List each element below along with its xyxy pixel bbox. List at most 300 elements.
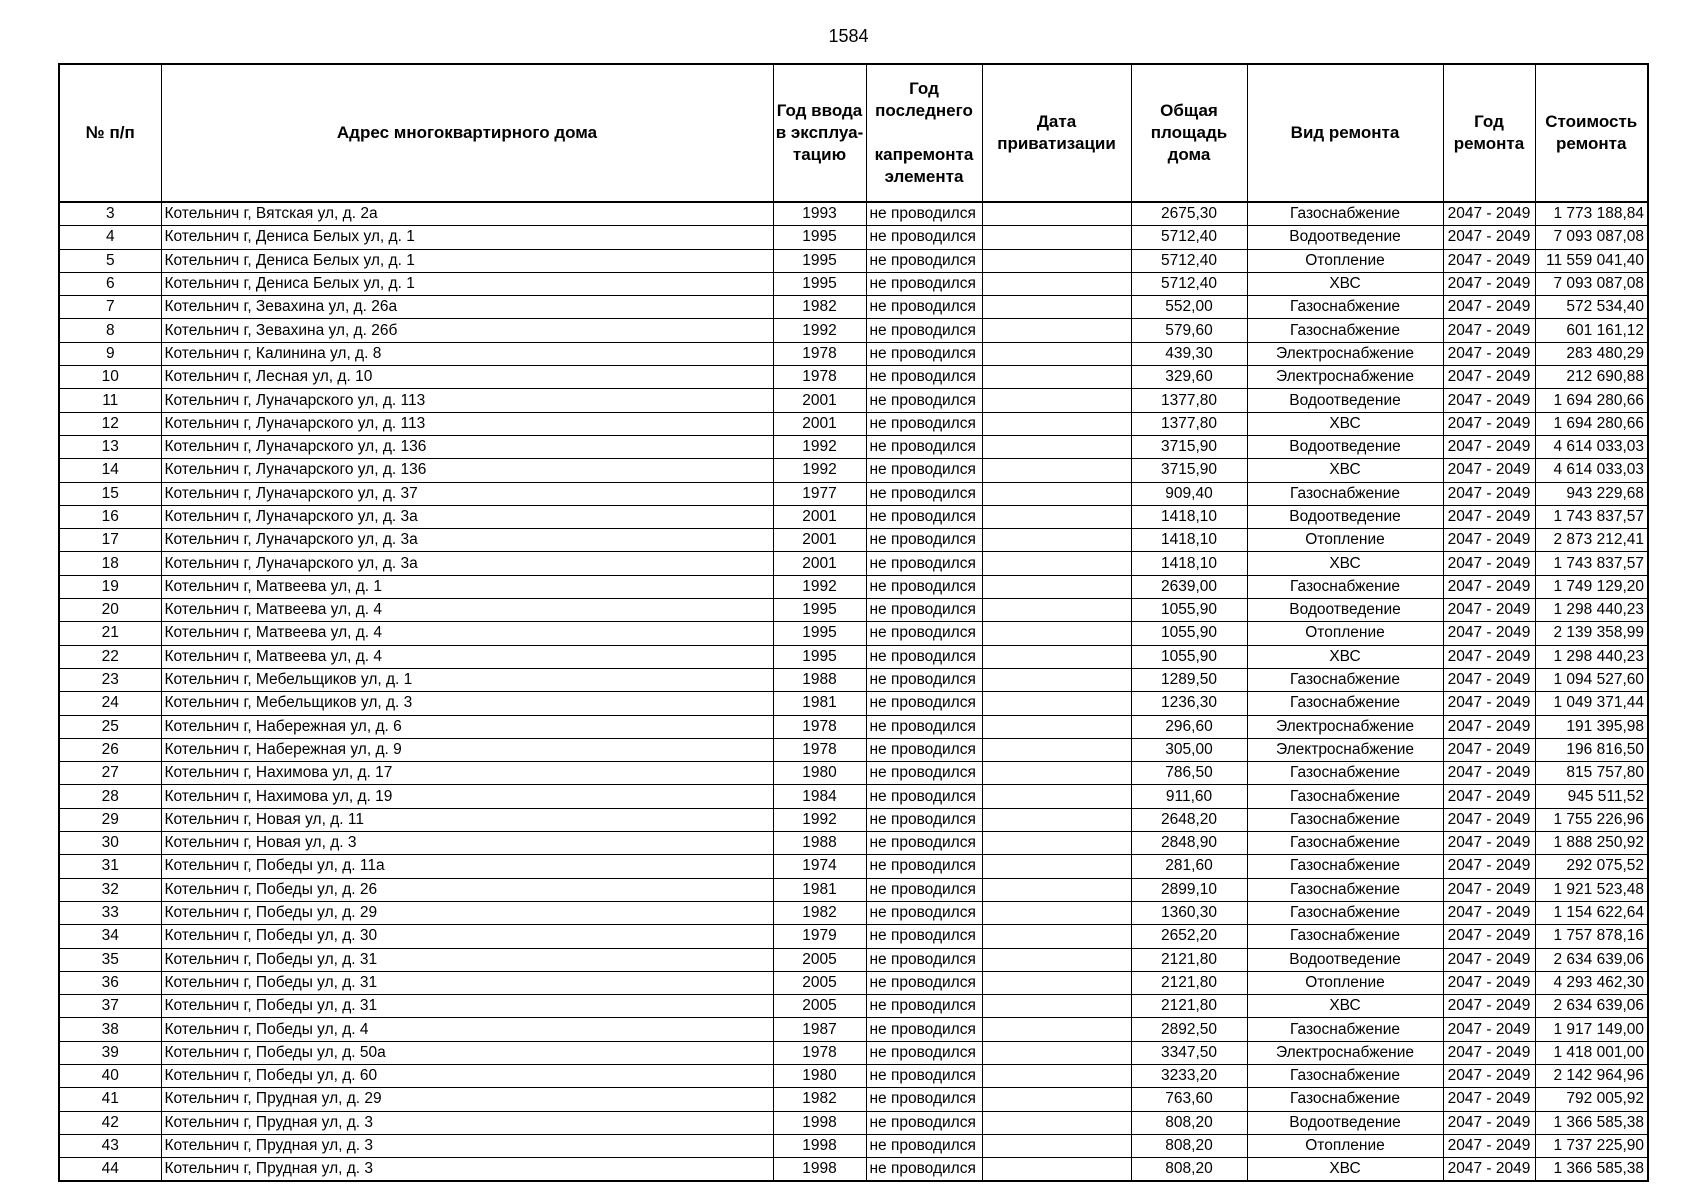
table-row — [59, 785, 1648, 808]
cell-area: 1418,10 — [1131, 552, 1247, 575]
table-row — [59, 645, 1648, 668]
cell-repair-type: Водоотведение — [1247, 948, 1443, 971]
cell-area: 909,40 — [1131, 482, 1247, 505]
cell-cost: 7 093 087,08 — [1535, 226, 1648, 249]
table-row — [59, 1111, 1648, 1134]
cell-area: 2848,90 — [1131, 832, 1247, 855]
cell-privatization-date — [982, 622, 1131, 645]
cell-privatization-date — [982, 412, 1131, 435]
cell-num: 40 — [59, 1064, 161, 1087]
cell-cost: 1 921 523,48 — [1535, 878, 1648, 901]
cell-repair-type: Отопление — [1247, 622, 1443, 645]
cell-year-commission: 1977 — [773, 482, 866, 505]
cell-cost: 1 298 440,23 — [1535, 645, 1648, 668]
cell-area: 579,60 — [1131, 319, 1247, 342]
table-row — [59, 925, 1648, 948]
cell-area: 2899,10 — [1131, 878, 1247, 901]
table-row — [59, 901, 1648, 924]
cell-address: Котельнич г, Новая ул, д. 3 — [161, 832, 773, 855]
cell-repair-year: 2047 - 2049 — [1443, 226, 1535, 249]
cell-repair-year: 2047 - 2049 — [1443, 1088, 1535, 1111]
cell-repair-type: Газоснабжение — [1247, 925, 1443, 948]
cell-last-repair: не проводился — [866, 1064, 982, 1087]
cell-address: Котельнич г, Набережная ул, д. 6 — [161, 715, 773, 738]
cell-area: 2648,20 — [1131, 808, 1247, 831]
cell-year-commission: 1981 — [773, 878, 866, 901]
cell-repair-year: 2047 - 2049 — [1443, 412, 1535, 435]
cell-cost: 815 757,80 — [1535, 762, 1648, 785]
cell-year-commission: 2001 — [773, 505, 866, 528]
cell-repair-year: 2047 - 2049 — [1443, 762, 1535, 785]
cell-repair-year: 2047 - 2049 — [1443, 202, 1535, 226]
cell-privatization-date — [982, 226, 1131, 249]
cell-last-repair: не проводился — [866, 808, 982, 831]
table-row — [59, 1018, 1648, 1041]
cell-num: 35 — [59, 948, 161, 971]
cell-num: 4 — [59, 226, 161, 249]
cell-area: 2892,50 — [1131, 1018, 1247, 1041]
cell-repair-year: 2047 - 2049 — [1443, 668, 1535, 691]
cell-num: 34 — [59, 925, 161, 948]
cell-area: 3715,90 — [1131, 435, 1247, 458]
table-row — [59, 202, 1648, 226]
table-row — [59, 249, 1648, 272]
table-row — [59, 855, 1648, 878]
cell-area: 808,20 — [1131, 1158, 1247, 1182]
cell-year-commission: 1995 — [773, 226, 866, 249]
cell-privatization-date — [982, 599, 1131, 622]
cell-num: 28 — [59, 785, 161, 808]
cell-num: 31 — [59, 855, 161, 878]
cell-repair-type: Электроснабжение — [1247, 342, 1443, 365]
header-cost: Стоимость ремонта — [1535, 64, 1648, 202]
cell-year-commission: 1978 — [773, 342, 866, 365]
table-row — [59, 995, 1648, 1018]
cell-cost: 1 757 878,16 — [1535, 925, 1648, 948]
cell-address: Котельнич г, Зевахина ул, д. 26б — [161, 319, 773, 342]
cell-address: Котельнич г, Мебельщиков ул, д. 3 — [161, 692, 773, 715]
cell-year-commission: 1998 — [773, 1111, 866, 1134]
cell-repair-year: 2047 - 2049 — [1443, 366, 1535, 389]
cell-year-commission: 2001 — [773, 529, 866, 552]
cell-address: Котельнич г, Луначарского ул, д. 3а — [161, 552, 773, 575]
cell-num: 44 — [59, 1158, 161, 1182]
cell-privatization-date — [982, 901, 1131, 924]
cell-repair-year: 2047 - 2049 — [1443, 1134, 1535, 1157]
cell-num: 20 — [59, 599, 161, 622]
cell-num: 21 — [59, 622, 161, 645]
cell-repair-type: ХВС — [1247, 459, 1443, 482]
cell-year-commission: 1992 — [773, 575, 866, 598]
cell-last-repair: не проводился — [866, 435, 982, 458]
table-row — [59, 1041, 1648, 1064]
cell-year-commission: 1995 — [773, 599, 866, 622]
cell-address: Котельнич г, Лесная ул, д. 10 — [161, 366, 773, 389]
cell-repair-year: 2047 - 2049 — [1443, 389, 1535, 412]
cell-area: 763,60 — [1131, 1088, 1247, 1111]
cell-num: 13 — [59, 435, 161, 458]
cell-num: 38 — [59, 1018, 161, 1041]
cell-cost: 1 743 837,57 — [1535, 552, 1648, 575]
cell-repair-type: Газоснабжение — [1247, 832, 1443, 855]
cell-repair-type: ХВС — [1247, 272, 1443, 295]
cell-repair-type: ХВС — [1247, 412, 1443, 435]
cell-repair-year: 2047 - 2049 — [1443, 832, 1535, 855]
cell-repair-year: 2047 - 2049 — [1443, 1064, 1535, 1087]
cell-cost: 191 395,98 — [1535, 715, 1648, 738]
cell-repair-type: Газоснабжение — [1247, 482, 1443, 505]
cell-year-commission: 2001 — [773, 389, 866, 412]
cell-last-repair: не проводился — [866, 505, 982, 528]
cell-repair-year: 2047 - 2049 — [1443, 901, 1535, 924]
cell-num: 33 — [59, 901, 161, 924]
cell-last-repair: не проводился — [866, 1041, 982, 1064]
header-area: Общая площадь дома — [1131, 64, 1247, 202]
cell-repair-type: Газоснабжение — [1247, 808, 1443, 831]
cell-num: 32 — [59, 878, 161, 901]
cell-last-repair: не проводился — [866, 482, 982, 505]
cell-last-repair: не проводился — [866, 925, 982, 948]
cell-repair-year: 2047 - 2049 — [1443, 296, 1535, 319]
cell-area: 1360,30 — [1131, 901, 1247, 924]
cell-repair-year: 2047 - 2049 — [1443, 482, 1535, 505]
cell-repair-type: Электроснабжение — [1247, 366, 1443, 389]
cell-repair-type: Отопление — [1247, 971, 1443, 994]
cell-privatization-date — [982, 715, 1131, 738]
cell-cost: 1 773 188,84 — [1535, 202, 1648, 226]
cell-repair-year: 2047 - 2049 — [1443, 645, 1535, 668]
cell-year-commission: 1978 — [773, 738, 866, 761]
table-row — [59, 1064, 1648, 1087]
table-row — [59, 296, 1648, 319]
cell-area: 1289,50 — [1131, 668, 1247, 691]
cell-cost: 283 480,29 — [1535, 342, 1648, 365]
cell-address: Котельнич г, Дениса Белых ул, д. 1 — [161, 272, 773, 295]
cell-repair-type: Электроснабжение — [1247, 715, 1443, 738]
cell-last-repair: не проводился — [866, 599, 982, 622]
cell-area: 1055,90 — [1131, 645, 1247, 668]
cell-area: 808,20 — [1131, 1134, 1247, 1157]
cell-repair-year: 2047 - 2049 — [1443, 808, 1535, 831]
cell-num: 26 — [59, 738, 161, 761]
cell-address: Котельнич г, Победы ул, д. 30 — [161, 925, 773, 948]
cell-address: Котельнич г, Луначарского ул, д. 136 — [161, 435, 773, 458]
cell-repair-year: 2047 - 2049 — [1443, 1158, 1535, 1182]
cell-year-commission: 1998 — [773, 1158, 866, 1182]
cell-last-repair: не проводился — [866, 1158, 982, 1182]
cell-last-repair: не проводился — [866, 785, 982, 808]
cell-address: Котельнич г, Победы ул, д. 50а — [161, 1041, 773, 1064]
cell-area: 1377,80 — [1131, 412, 1247, 435]
cell-privatization-date — [982, 645, 1131, 668]
cell-year-commission: 2005 — [773, 995, 866, 1018]
cell-last-repair: не проводился — [866, 692, 982, 715]
cell-privatization-date — [982, 1018, 1131, 1041]
table-row — [59, 389, 1648, 412]
cell-year-commission: 2005 — [773, 971, 866, 994]
table-row — [59, 342, 1648, 365]
cell-address: Котельнич г, Нахимова ул, д. 19 — [161, 785, 773, 808]
cell-last-repair: не проводился — [866, 971, 982, 994]
cell-cost: 4 614 033,03 — [1535, 435, 1648, 458]
cell-cost: 4 293 462,30 — [1535, 971, 1648, 994]
cell-area: 1055,90 — [1131, 622, 1247, 645]
cell-num: 15 — [59, 482, 161, 505]
cell-num: 14 — [59, 459, 161, 482]
cell-last-repair: не проводился — [866, 715, 982, 738]
table-row — [59, 272, 1648, 295]
cell-area: 2121,80 — [1131, 948, 1247, 971]
cell-area: 2639,00 — [1131, 575, 1247, 598]
cell-num: 6 — [59, 272, 161, 295]
cell-cost: 601 161,12 — [1535, 319, 1648, 342]
table-row — [59, 1088, 1648, 1111]
cell-year-commission: 1978 — [773, 366, 866, 389]
cell-privatization-date — [982, 202, 1131, 226]
cell-year-commission: 1978 — [773, 715, 866, 738]
cell-area: 2652,20 — [1131, 925, 1247, 948]
cell-last-repair: не проводился — [866, 738, 982, 761]
cell-last-repair: не проводился — [866, 832, 982, 855]
cell-area: 5712,40 — [1131, 226, 1247, 249]
cell-privatization-date — [982, 1158, 1131, 1182]
cell-area: 5712,40 — [1131, 249, 1247, 272]
cell-repair-type: Газоснабжение — [1247, 785, 1443, 808]
cell-privatization-date — [982, 925, 1131, 948]
cell-address: Котельнич г, Прудная ул, д. 3 — [161, 1134, 773, 1157]
cell-cost: 1 694 280,66 — [1535, 389, 1648, 412]
cell-repair-year: 2047 - 2049 — [1443, 249, 1535, 272]
cell-cost: 292 075,52 — [1535, 855, 1648, 878]
cell-privatization-date — [982, 296, 1131, 319]
cell-privatization-date — [982, 832, 1131, 855]
cell-last-repair: не проводился — [866, 668, 982, 691]
cell-last-repair: не проводился — [866, 342, 982, 365]
cell-address: Котельнич г, Победы ул, д. 29 — [161, 901, 773, 924]
cell-privatization-date — [982, 808, 1131, 831]
cell-year-commission: 1982 — [773, 901, 866, 924]
table-row — [59, 668, 1648, 691]
cell-cost: 1 694 280,66 — [1535, 412, 1648, 435]
cell-year-commission: 1982 — [773, 1088, 866, 1111]
cell-year-commission: 1981 — [773, 692, 866, 715]
header-privatization-date: Дата приватизации — [982, 64, 1131, 202]
table-row — [59, 1158, 1648, 1182]
cell-privatization-date — [982, 1064, 1131, 1087]
cell-address: Котельнич г, Зевахина ул, д. 26а — [161, 296, 773, 319]
cell-privatization-date — [982, 738, 1131, 761]
cell-privatization-date — [982, 552, 1131, 575]
cell-repair-type: Отопление — [1247, 249, 1443, 272]
cell-area: 2675,30 — [1131, 202, 1247, 226]
cell-num: 23 — [59, 668, 161, 691]
cell-privatization-date — [982, 319, 1131, 342]
cell-num: 17 — [59, 529, 161, 552]
header-num: № п/п — [59, 64, 161, 202]
cell-repair-year: 2047 - 2049 — [1443, 575, 1535, 598]
cell-privatization-date — [982, 272, 1131, 295]
table-row — [59, 366, 1648, 389]
cell-repair-year: 2047 - 2049 — [1443, 855, 1535, 878]
cell-cost: 1 917 149,00 — [1535, 1018, 1648, 1041]
cell-address: Котельнич г, Луначарского ул, д. 113 — [161, 389, 773, 412]
cell-area: 1055,90 — [1131, 599, 1247, 622]
cell-repair-year: 2047 - 2049 — [1443, 319, 1535, 342]
cell-address: Котельнич г, Победы ул, д. 60 — [161, 1064, 773, 1087]
cell-repair-type: Газоснабжение — [1247, 319, 1443, 342]
cell-last-repair: не проводился — [866, 202, 982, 226]
cell-num: 3 — [59, 202, 161, 226]
cell-privatization-date — [982, 1041, 1131, 1064]
cell-privatization-date — [982, 459, 1131, 482]
cell-privatization-date — [982, 366, 1131, 389]
cell-area: 2121,80 — [1131, 995, 1247, 1018]
cell-num: 12 — [59, 412, 161, 435]
cell-repair-type: Газоснабжение — [1247, 1064, 1443, 1087]
cell-last-repair: не проводился — [866, 901, 982, 924]
cell-num: 30 — [59, 832, 161, 855]
cell-privatization-date — [982, 505, 1131, 528]
table-row — [59, 482, 1648, 505]
cell-address: Котельнич г, Луначарского ул, д. 3а — [161, 505, 773, 528]
table-row — [59, 412, 1648, 435]
cell-year-commission: 1995 — [773, 249, 866, 272]
cell-num: 37 — [59, 995, 161, 1018]
cell-num: 25 — [59, 715, 161, 738]
cell-repair-type: Газоснабжение — [1247, 296, 1443, 319]
cell-repair-year: 2047 - 2049 — [1443, 342, 1535, 365]
table-row — [59, 948, 1648, 971]
cell-repair-year: 2047 - 2049 — [1443, 529, 1535, 552]
cell-repair-type: ХВС — [1247, 552, 1443, 575]
cell-year-commission: 2001 — [773, 412, 866, 435]
cell-last-repair: не проводился — [866, 249, 982, 272]
cell-address: Котельнич г, Матвеева ул, д. 4 — [161, 599, 773, 622]
cell-last-repair: не проводился — [866, 762, 982, 785]
table-row — [59, 971, 1648, 994]
cell-last-repair: не проводился — [866, 529, 982, 552]
cell-year-commission: 1995 — [773, 622, 866, 645]
cell-last-repair: не проводился — [866, 995, 982, 1018]
cell-privatization-date — [982, 529, 1131, 552]
cell-repair-type: Водоотведение — [1247, 505, 1443, 528]
cell-cost: 2 142 964,96 — [1535, 1064, 1648, 1087]
cell-repair-year: 2047 - 2049 — [1443, 738, 1535, 761]
cell-address: Котельнич г, Набережная ул, д. 9 — [161, 738, 773, 761]
cell-num: 16 — [59, 505, 161, 528]
cell-privatization-date — [982, 692, 1131, 715]
cell-repair-type: ХВС — [1247, 995, 1443, 1018]
cell-year-commission: 1980 — [773, 762, 866, 785]
cell-repair-type: Газоснабжение — [1247, 901, 1443, 924]
cell-address: Котельнич г, Луначарского ул, д. 113 — [161, 412, 773, 435]
cell-num: 24 — [59, 692, 161, 715]
cell-repair-year: 2047 - 2049 — [1443, 971, 1535, 994]
header-repair-year: Год ремонта — [1443, 64, 1535, 202]
table-row — [59, 505, 1648, 528]
table-row — [59, 878, 1648, 901]
cell-cost: 1 298 440,23 — [1535, 599, 1648, 622]
cell-repair-year: 2047 - 2049 — [1443, 692, 1535, 715]
cell-year-commission: 2001 — [773, 552, 866, 575]
cell-num: 39 — [59, 1041, 161, 1064]
header-address: Адрес многоквартирного дома — [161, 64, 773, 202]
cell-cost: 2 873 212,41 — [1535, 529, 1648, 552]
cell-area: 1377,80 — [1131, 389, 1247, 412]
cell-address: Котельнич г, Победы ул, д. 31 — [161, 995, 773, 1018]
cell-address: Котельнич г, Луначарского ул, д. 3а — [161, 529, 773, 552]
cell-num: 27 — [59, 762, 161, 785]
table-row — [59, 319, 1648, 342]
cell-address: Котельнич г, Нахимова ул, д. 17 — [161, 762, 773, 785]
cell-privatization-date — [982, 668, 1131, 691]
cell-repair-type: Газоснабжение — [1247, 575, 1443, 598]
cell-privatization-date — [982, 389, 1131, 412]
cell-year-commission: 1979 — [773, 925, 866, 948]
cell-cost: 1 888 250,92 — [1535, 832, 1648, 855]
cell-last-repair: не проводился — [866, 622, 982, 645]
cell-repair-type: Газоснабжение — [1247, 668, 1443, 691]
cell-year-commission: 1988 — [773, 668, 866, 691]
header-year-commission: Год ввода в эксплуа-тацию — [773, 64, 866, 202]
cell-cost: 2 139 358,99 — [1535, 622, 1648, 645]
table-row — [59, 529, 1648, 552]
cell-repair-type: Отопление — [1247, 1134, 1443, 1157]
cell-repair-year: 2047 - 2049 — [1443, 272, 1535, 295]
cell-address: Котельнич г, Победы ул, д. 26 — [161, 878, 773, 901]
table-row — [59, 435, 1648, 458]
cell-address: Котельнич г, Прудная ул, д. 29 — [161, 1088, 773, 1111]
cell-address: Котельнич г, Мебельщиков ул, д. 1 — [161, 668, 773, 691]
cell-area: 305,00 — [1131, 738, 1247, 761]
cell-repair-type: Электроснабжение — [1247, 738, 1443, 761]
cell-area: 808,20 — [1131, 1111, 1247, 1134]
cell-cost: 4 614 033,03 — [1535, 459, 1648, 482]
cell-last-repair: не проводился — [866, 1088, 982, 1111]
cell-address: Котельнич г, Победы ул, д. 31 — [161, 971, 773, 994]
cell-num: 8 — [59, 319, 161, 342]
cell-last-repair: не проводился — [866, 552, 982, 575]
cell-cost: 2 634 639,06 — [1535, 995, 1648, 1018]
cell-repair-type: ХВС — [1247, 1158, 1443, 1182]
cell-year-commission: 1974 — [773, 855, 866, 878]
cell-privatization-date — [982, 1111, 1131, 1134]
cell-privatization-date — [982, 249, 1131, 272]
cell-year-commission: 1995 — [773, 645, 866, 668]
cell-repair-year: 2047 - 2049 — [1443, 459, 1535, 482]
cell-cost: 1 737 225,90 — [1535, 1134, 1648, 1157]
cell-area: 296,60 — [1131, 715, 1247, 738]
cell-address: Котельнич г, Прудная ул, д. 3 — [161, 1111, 773, 1134]
cell-num: 41 — [59, 1088, 161, 1111]
cell-repair-type: Водоотведение — [1247, 435, 1443, 458]
cell-repair-year: 2047 - 2049 — [1443, 948, 1535, 971]
cell-num: 42 — [59, 1111, 161, 1134]
cell-cost: 792 005,92 — [1535, 1088, 1648, 1111]
cell-num: 7 — [59, 296, 161, 319]
cell-area: 281,60 — [1131, 855, 1247, 878]
cell-cost: 1 154 622,64 — [1535, 901, 1648, 924]
table-row — [59, 715, 1648, 738]
cell-last-repair: не проводился — [866, 272, 982, 295]
cell-repair-type: Газоснабжение — [1247, 762, 1443, 785]
cell-num: 5 — [59, 249, 161, 272]
cell-num: 22 — [59, 645, 161, 668]
repair-register-table — [58, 63, 1649, 1182]
cell-repair-type: Водоотведение — [1247, 226, 1443, 249]
cell-area: 3715,90 — [1131, 459, 1247, 482]
cell-repair-year: 2047 - 2049 — [1443, 878, 1535, 901]
